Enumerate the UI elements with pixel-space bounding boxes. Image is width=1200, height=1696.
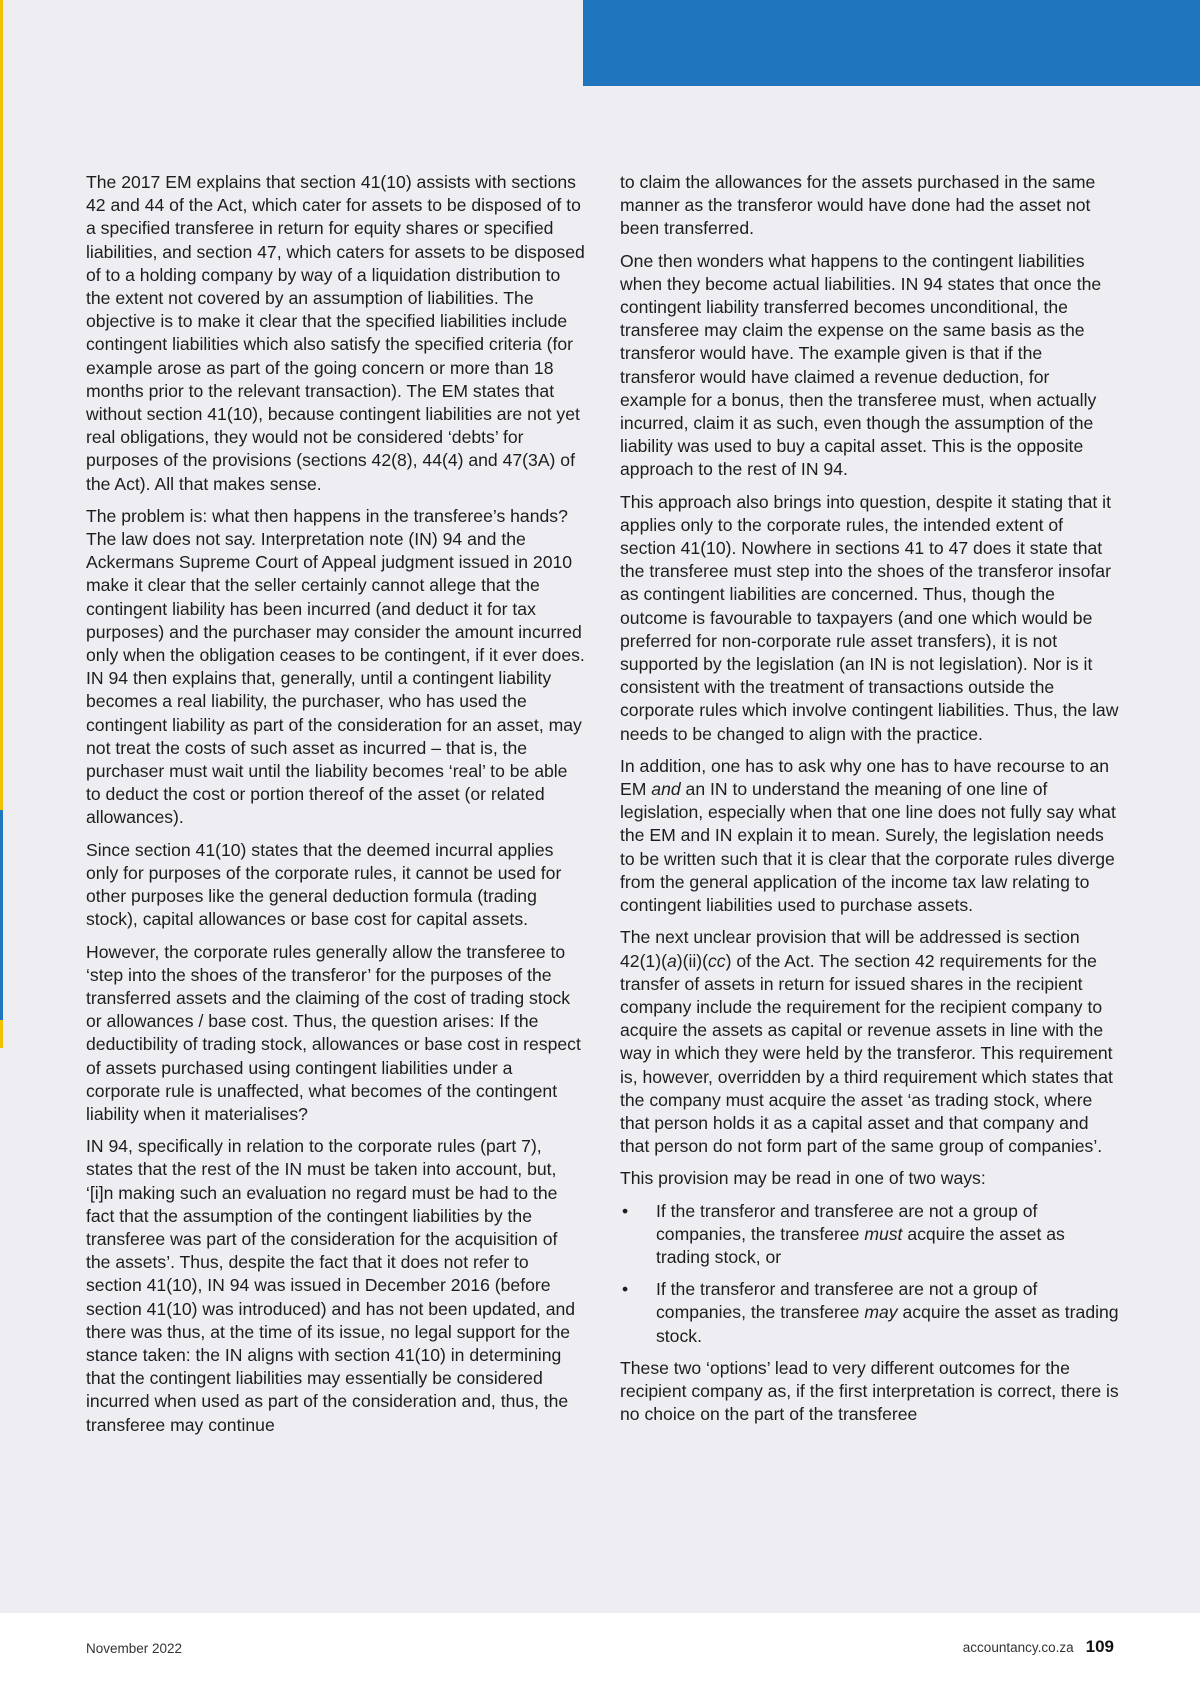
list-item <box>620 1200 1120 1270</box>
paragraph: These two ‘options’ lead to very different outcomes for the recipient company as, if the first interpretation is correct, there is no choice on the part of the transferee <box>620 1357 1119 1425</box>
emphasis-text: and <box>651 779 681 800</box>
emphasis-text: cc <box>708 950 726 971</box>
paragraph: This provision may be read in one of two ways: <box>620 1168 986 1189</box>
paragraph: The 2017 EM explains that section 41(10) assists with sections 42 and 44 of the Act, which cater for assets to be disposed of to a specified transferee in return for equity shares or specified liabilities, and section 47, which caters for assets to be disposed of to a holding company by way of a liquidation distribution to the extent not covered by an assumption of liabilities. The objective is to make it clear that the specified liabilities include contingent liabilities which also satisfy the specified criteria (for example arose as part of the going concern or more than 18 months prior to the relevant transaction). The EM states that without section 41(10), because contingent liabilities are not yet real obligations, they would not be considered ‘debts’ for purposes of the provisions (sections 42(8), 44(4) and 47(3A) of the Act). All that makes sense. <box>86 172 585 494</box>
text-run: )(ii)( <box>676 950 708 971</box>
emphasis-text: must <box>864 1223 903 1244</box>
website-link[interactable]: accountancy.co.za <box>962 1640 1074 1655</box>
text-run: The next unclear provision that will be addressed is section 42(1)( <box>620 927 1080 971</box>
text-run: an IN to understand the meaning of one line of legislation, especially when that one line does not fully say what the EM and IN explain it to mean. Surely, the legislation needs to be written such that it is clear that the corporate rules diverge from the general application of the income tax law relating to contingent liabilities used to purchase assets. <box>620 779 1116 916</box>
bullet-list <box>620 1200 1120 1348</box>
paragraph: The problem is: what then happens in the transferee’s hands? The law does not say. Interpretation note (IN) 94 and the Ackermans Supreme Court of Appeal judgment issued in 2010 make it clear that the seller certainly cannot allege that the contingent liability has been incurred (and deduct it for tax purposes) and the purchaser may consider the amount incurred only when the obligation ceases to be contingent, if it ever does. IN 94 then explains that, generally, until a contingent liability becomes a real liability, the purchaser, who has used the contingent liability as part of the consideration for an asset, may not treat the costs of such asset as incurred – that is, the purchaser must wait until the liability becomes ‘real’ to be able to deduct the cost or portion thereof of the asset (or related allowances). <box>86 505 585 828</box>
text-run: In addition, one has to ask why one has to have recourse to an EM <box>620 755 1110 800</box>
list-item <box>620 1278 1120 1348</box>
paragraph: IN 94, specifically in relation to the corporate rules (part 7), states that the rest of the IN must be taken into account, but, ‘[i]n making such an evaluation no regard must be had to the fact that the assumption of the contingent liabilities by the transferee was part of the consideration for the acquisition of the assets’. Thus, despite the fact that it does not refer to section 41(10), IN 94 was issued in December 2016 (before section 41(10) was introduced) and has not been updated, and there was thus, at the time of its issue, no legal support for the stance taken: the IN aligns with section 41(10) in determining that the contingent liabilities may essentially be considered incurred when used as part of the consideration and, thus, the transferee may continue <box>86 1136 576 1435</box>
left-edge-accent-blue <box>0 810 3 1020</box>
text-run: ) of the Act. The section 42 requirements for the transfer of assets in return for issued shares in the recipient company include the requirement for the recipient company to acquire the assets as capital or revenue assets in line with the way in which they were held by the transferor. This requirement is, however, overridden by a third requirement which states that the company must acquire the asset ‘as trading stock, where that person holds it as a capital asset and that company and that person do not form part of the same group of companies’. <box>620 950 1113 1157</box>
right-text-column <box>620 171 1120 1435</box>
page-number: 109 <box>1085 1637 1114 1656</box>
text-run: acquire the asset as trading stock, or <box>656 1223 1065 1267</box>
text-run: acquire the asset as trading stock. <box>656 1302 1119 1346</box>
text-run: If the transferor and transferee are not a group of companies, the transferee <box>656 1200 1038 1244</box>
paragraph: However, the corporate rules generally allow the transferee to ‘step into the shoes of the transferor’ for the purposes of the transferred assets and the claiming of the cost of trading stock or allowances / base cost. Thus, the question arises: If the deductibility of trading stock, allowances or base cost in respect of assets purchased using contingent liabilities under a corporate rule is unaffected, what becomes of the contingent liability when it materialises? <box>86 941 581 1124</box>
paragraph: One then wonders what happens to the contingent liabilities when they become actual liabilities. IN 94 states that once the contingent liability transferred becomes unconditional, the transferee may claim the expense on the same basis as the transferor would have. The example given is that if the transferor would have claimed a revenue deduction, for example for a bonus, then the transferee must, when actually incurred, claim it as such, even though the assumption of the liability was used to buy a capital asset. This is the opposite approach to the rest of IN 94. <box>620 250 1102 480</box>
emphasis-text: may <box>864 1302 898 1323</box>
left-text-column <box>86 171 586 1446</box>
text-run: If the transferor and transferee are not a group of companies, the transferee <box>656 1279 1038 1323</box>
paragraph: This approach also brings into question, despite it stating that it applies only to the corporate rules, the intended extent of section 41(10). Nowhere in sections 41 to 47 does it state that the transferee must step into the shoes of the transferor insofar as contingent liabilities are concerned. Thus, though the outcome is favourable to taxpayers (and one which would be preferred for non-corporate rule asset transfers), it is not supported by the legislation (an IN is not legislation). Nor is it consistent with the treatment of transactions outside the corporate rules which involve contingent liabilities. Thus, the law needs to be changed to align with the practice. <box>620 491 1119 744</box>
emphasis-text: a <box>666 950 677 971</box>
paragraph <box>620 755 1120 917</box>
header-color-band <box>583 0 1200 86</box>
page-footer <box>0 1613 1200 1696</box>
footer-right-group <box>963 1637 1114 1657</box>
paragraph: Since section 41(10) states that the deemed incurral applies only for purposes of the corporate rules, it cannot be used for other purposes like the general deduction formula (trading stock), capital allowances or base cost for capital assets. <box>86 839 562 930</box>
issue-date: November 2022 <box>86 1641 183 1656</box>
paragraph <box>620 926 1120 1158</box>
paragraph: to claim the allowances for the assets purchased in the same manner as the transferor would have done had the asset not been transferred. <box>620 172 1096 239</box>
